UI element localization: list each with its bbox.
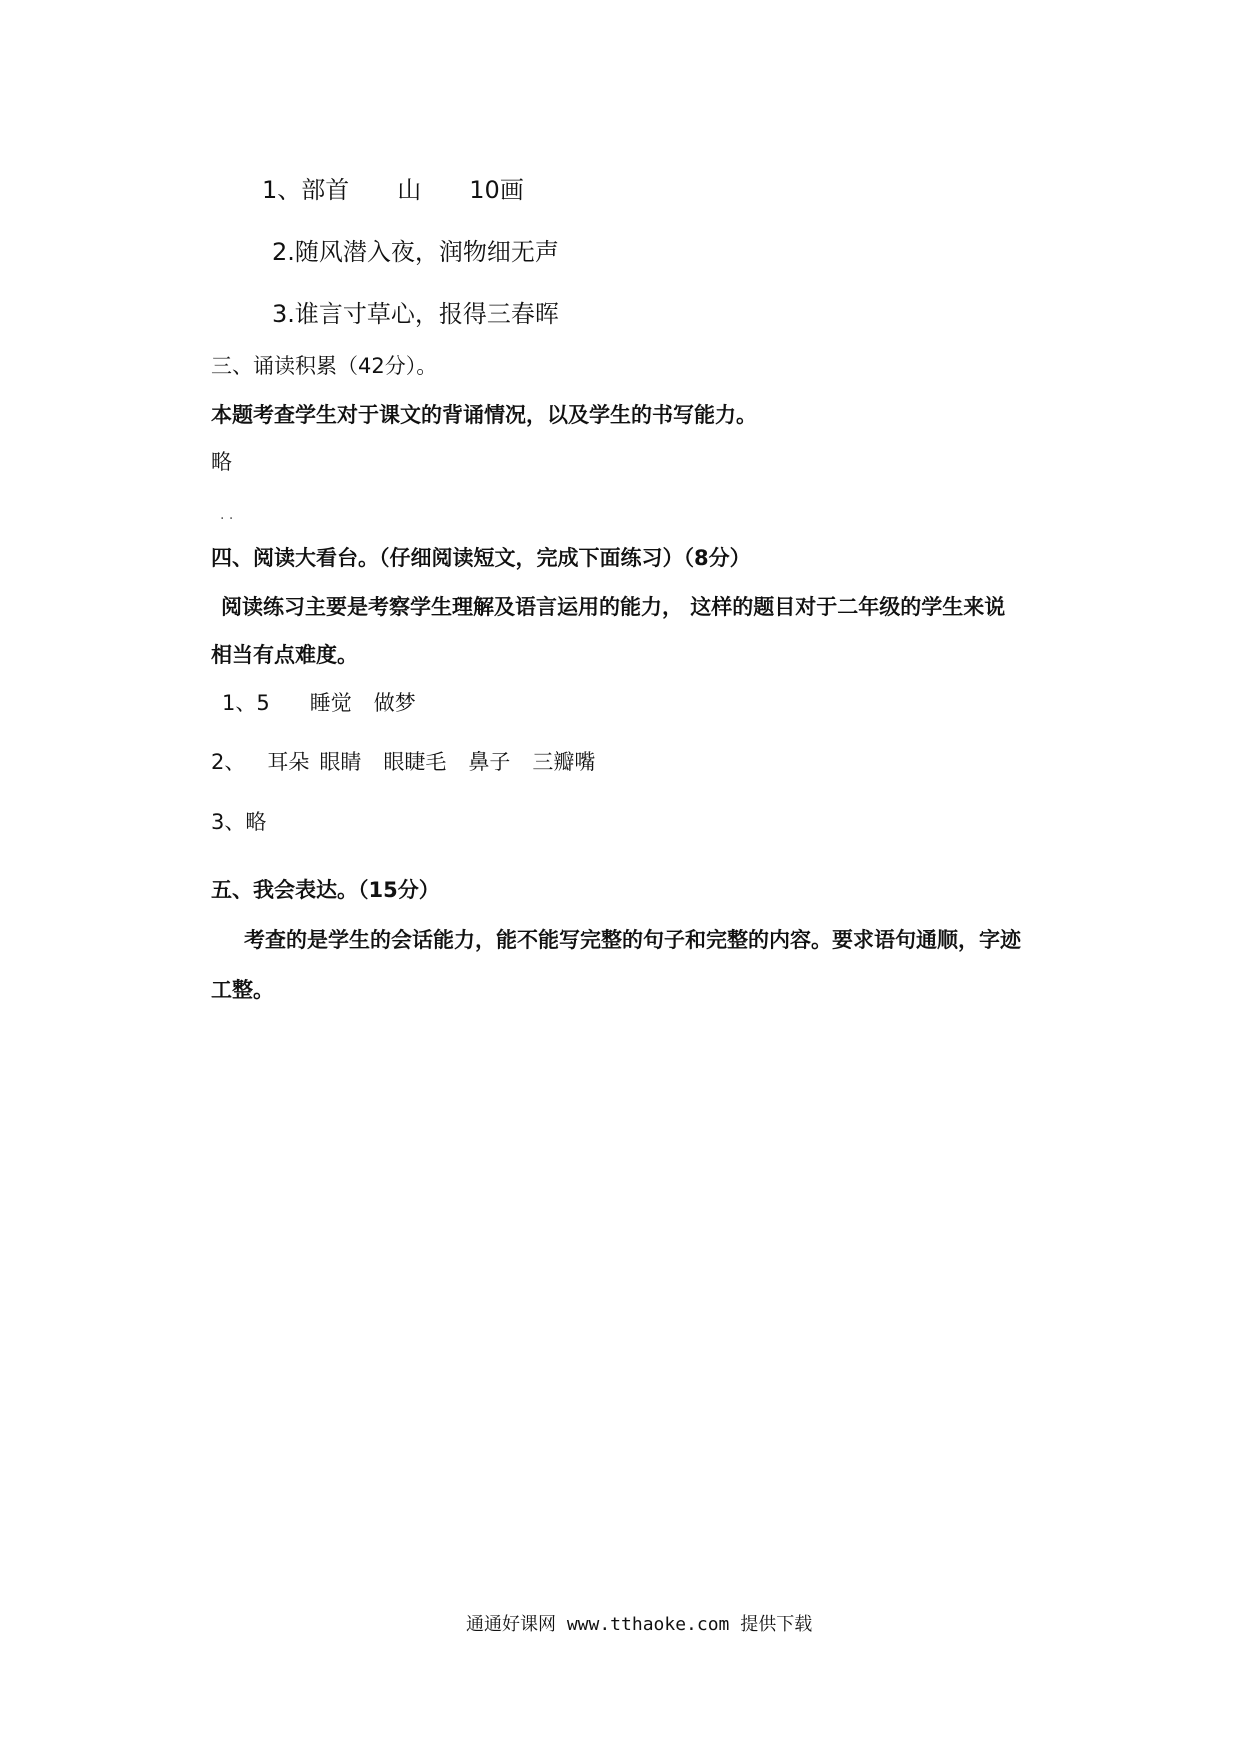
answer-line-1 xyxy=(262,178,524,202)
answer-4-1-word-2: 做梦 xyxy=(373,691,416,715)
section-4-note-line-2: 相当有点难度。 xyxy=(211,643,358,667)
answer-4-2-number: 2、 xyxy=(211,750,246,774)
answer-4-2-word-2: 眼睛 xyxy=(319,750,362,774)
section-4-answer-2 xyxy=(211,752,595,773)
answer-4-2-word-1: 耳朵 xyxy=(267,750,310,774)
page-footer: 通通好课网 www.tthaoke.com 提供下载 xyxy=(466,1614,813,1635)
section-5-note-line-2: 工整。 xyxy=(211,978,274,1002)
answer-4-2-word-4: 鼻子 xyxy=(468,750,511,774)
answer-4-2-word-5: 三瓣嘴 xyxy=(532,750,596,774)
answer-line-2: 2.随风潜入夜，润物细无声 xyxy=(272,238,559,266)
section-3-heading: 三、诵读积累（42分）。 xyxy=(211,354,438,378)
section-3-answer: 略 xyxy=(211,450,232,474)
section-3-note: 本题考查学生对于课文的背诵情况，以及学生的书写能力。 xyxy=(211,403,757,427)
section-4-heading: 四、阅读大看台。（仔细阅读短文，完成下面练习）（8分） xyxy=(211,546,751,570)
answer-line-3: 3.谁言寸草心，报得三春晖 xyxy=(272,300,559,328)
section-4-answer-1 xyxy=(222,693,416,714)
answer-1-radical: 山 xyxy=(397,176,422,204)
section-5-heading: 五、我会表达。（15分） xyxy=(211,878,440,902)
answer-4-1-number: 1、5 xyxy=(222,691,270,715)
answer-4-1-word-1: 睡觉 xyxy=(309,691,352,715)
section-4-answer-3: 3、略 xyxy=(211,810,267,834)
section-5-note-line-1: 考查的是学生的会话能力，能不能写完整的句子和完整的内容。要求语句通顺，字迹 xyxy=(244,928,1021,952)
section-4-note-line-1: 阅读练习主要是考察学生理解及语言运用的能力， 这样的题目对于二年级的学生来说 xyxy=(221,595,1006,619)
answer-1-strokes: 10画 xyxy=(469,176,524,204)
answer-4-2-word-3: 眼睫毛 xyxy=(383,750,447,774)
answer-1-number: 1、部首 xyxy=(262,176,350,204)
stray-dots: . . xyxy=(220,507,234,523)
